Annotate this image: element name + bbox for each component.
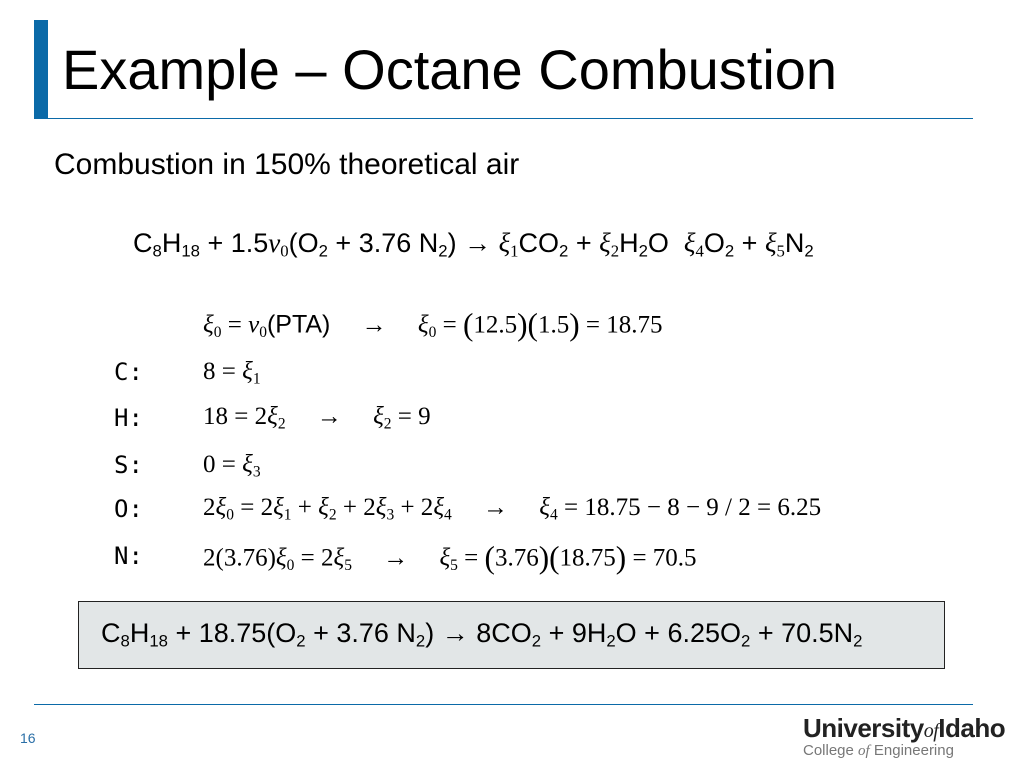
sulfur-balance: $0 = \xi_3$ bbox=[203, 451, 261, 481]
logo-university: University bbox=[803, 713, 924, 743]
university-logo bbox=[803, 713, 1005, 760]
oxygen-balance: $2\xi_0 = 2\xi_1 + \xi_2 + 2\xi_3 + 2\xi_4$ → $\xi_4 = 18.75 - 8 - 9 / 2 = 6.25$ bbox=[203, 494, 822, 524]
logo-idaho: Idaho bbox=[938, 713, 1006, 743]
logo-of: of bbox=[923, 720, 939, 742]
final-equation-box bbox=[78, 601, 945, 669]
nitrogen-label: N: bbox=[114, 542, 143, 570]
footer-divider bbox=[34, 704, 973, 705]
logo-engineering: Engineering bbox=[873, 742, 954, 759]
title-accent-bar bbox=[34, 20, 48, 118]
final-equation: $C_8H_{18} + 18.75(O_2 + 3.76$ $N_2) \to 8CO_2 + 9H_2O + 6.25O_2 + 70.5N_2$ bbox=[101, 618, 863, 651]
hydrogen-balance: $18 = 2\xi_2$ → $\xi_2 = 9$ bbox=[203, 403, 431, 433]
carbon-balance: $8 = \xi_1$ bbox=[203, 358, 261, 388]
slide-subtitle: Combustion in 150% theoretical air bbox=[54, 148, 520, 181]
nitrogen-balance: $2(3.76)\xi_0 = 2\xi_5$ → $\xi_5 = (3.76)(18.75) = 70.5$ bbox=[203, 540, 697, 575]
slide-title: Example – Octane Combustion bbox=[62, 38, 838, 101]
sulfur-label: S: bbox=[114, 451, 143, 479]
carbon-label: C: bbox=[114, 358, 143, 386]
reaction-arrow: → bbox=[464, 228, 499, 258]
xi0-equation: $\xi_0 = \nu_0(PTA)$ → $\xi_0 = (12.5)(1.5) = 18.75$ bbox=[203, 307, 663, 342]
hydrogen-label: H: bbox=[114, 404, 143, 432]
logo-college: College bbox=[803, 742, 854, 759]
main-reaction-equation bbox=[133, 228, 814, 259]
page-number: 16 bbox=[20, 730, 36, 746]
products: $\xi_1CO_2 + \xi_2H_2O$ $\xi_4O_2 + \xi_5N_2$ bbox=[498, 228, 814, 261]
title-divider bbox=[34, 118, 973, 119]
oxygen-label: O: bbox=[114, 495, 143, 523]
reactants: $C_8H_{18} + 1.5\nu_0(O_2 + 3.76$ $N_2$) bbox=[133, 228, 457, 261]
logo-college-of: of bbox=[858, 743, 870, 759]
